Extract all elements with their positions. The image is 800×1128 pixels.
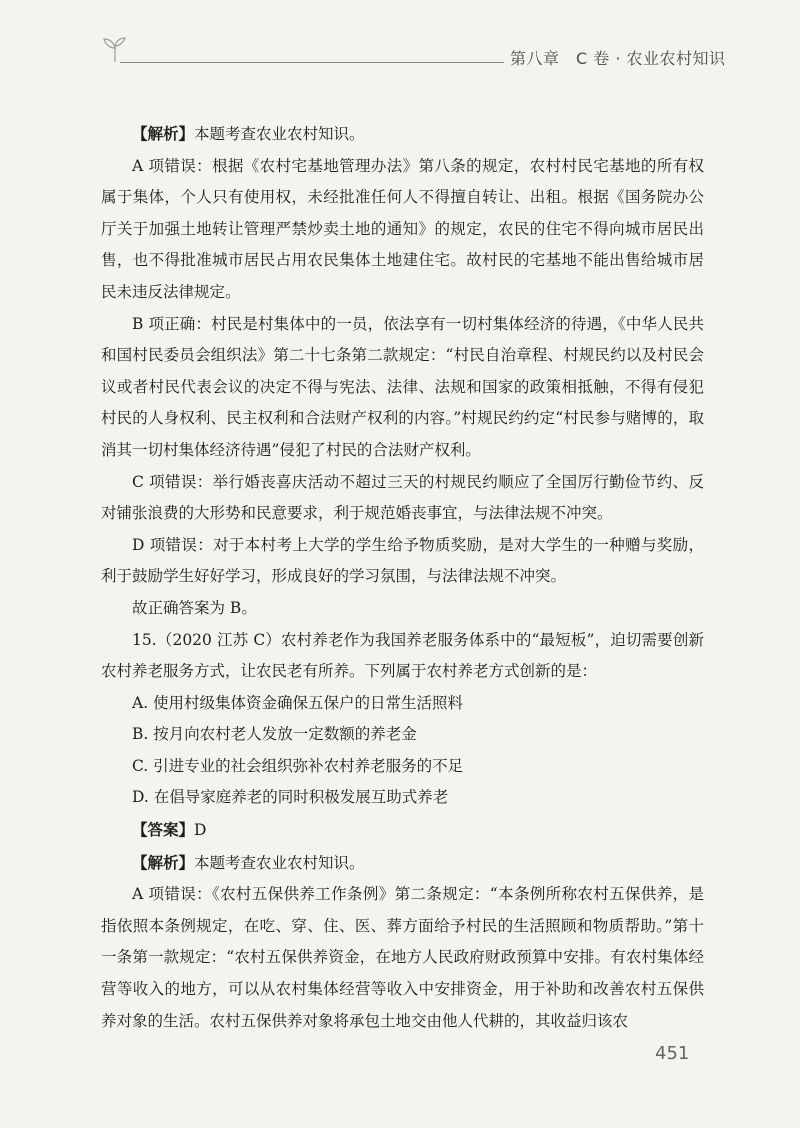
option-d-analysis: D 项错误：对于本村考上大学的学生给予物质奖励，是对大学生的一种赠与奖励，利于鼓励学生好好学习，形成良好的学习氛围，与法律法规不冲突。 xyxy=(101,535,704,586)
option-c: C. 引进专业的社会组织弥补农村养老服务的不足 xyxy=(132,756,464,775)
answer-line xyxy=(101,814,704,847)
analysis-text-2: 本题考查农业农村知识。 xyxy=(194,853,365,872)
option-b-analysis: B 项正确：村民是村集体中的一员，依法享有一切村集体经济的待遇，《中华人民共和国村民委员会组织法》第二十七条第二款规定：“村民自治章程、村规民约以及村民会议或者村民代表会议的决定不得与宪法、法律、法规和国家的政策相抵触，不得有侵犯村民的人身权利、民主权利和合法财产权利的内容。”村规民约约定“村民参与赌博的，取消其一切村集体经济待遇”侵犯了村民的合法财产权利。 xyxy=(101,314,704,459)
page-number: 451 xyxy=(655,1043,690,1064)
answer-tag: 【答案】 xyxy=(132,820,195,840)
option-a-analysis: A 项错误：根据《农村宅基地管理办法》第八条的规定，农村村民宅基地的所有权属于集体，个人只有使用权，未经批准任何人不得擅自转让、出租。根据《国务院办公厅关于加强土地转让管理严禁炒卖土地的通知》的规定，农民的住宅不得向城市居民出售，也不得批准城市居民占用农民集体土地建住宅。故村民的宅基地不能出售给城市居民未违反法律规定。 xyxy=(101,156,704,301)
running-header xyxy=(0,0,800,80)
option-d: D. 在倡导家庭养老的同时积极发展互助式养老 xyxy=(132,788,449,807)
header-rule xyxy=(120,62,504,63)
analysis-paragraph xyxy=(101,118,704,151)
page-body xyxy=(101,118,704,1037)
option-a: A. 使用村级集体资金确保五保户的日常生活照料 xyxy=(132,693,464,712)
option-b: B. 按月向农村老人发放一定数额的养老金 xyxy=(132,725,417,744)
analysis-tag-2: 【解析】 xyxy=(132,852,195,872)
analysis-text: 本题考查农业农村知识。 xyxy=(194,125,365,143)
analysis-tag: 【解析】 xyxy=(132,124,195,143)
answer-value: D xyxy=(194,821,207,840)
correct-answer-note: 故正确答案为 B。 xyxy=(132,598,257,617)
option-a-analysis-2: A 项错误：《农村五保供养工作条例》第二条规定：“本条例所称农村五保供养，是指依照本条例规定，在吃、穿、住、医、葬方面给予村民的生活照顾和物质帮助。”第十一条第一款规定：“农村五保供养资金，在地方人民政府财政预算中安排。有农村集体经营等收入的地方，可以从农村集体经营等收入中安排资金，用于补助和改善农村五保供养对象的生活。农村五保供养对象将承包土地交由他人代耕的，其收益归该农 xyxy=(101,885,704,1030)
analysis-paragraph-2 xyxy=(101,847,704,880)
question-15-stem: 15.（2020 江苏 C）农村养老作为我国养老服务体系中的“最短板”，迫切需要创新农村养老服务方式，让农民老有所养。下列属于农村养老方式创新的是： xyxy=(101,630,704,681)
chapter-title: 第八章 C 卷 · 农业农村知识 xyxy=(510,49,726,68)
option-c-analysis: C 项错误：举行婚丧喜庆活动不超过三天的村规民约顺应了全国厉行勤俭节约、反对铺张浪费的大形势和民意要求，利于规范婚丧事宜，与法律法规不冲突。 xyxy=(101,472,704,523)
sprout-icon xyxy=(100,34,130,64)
